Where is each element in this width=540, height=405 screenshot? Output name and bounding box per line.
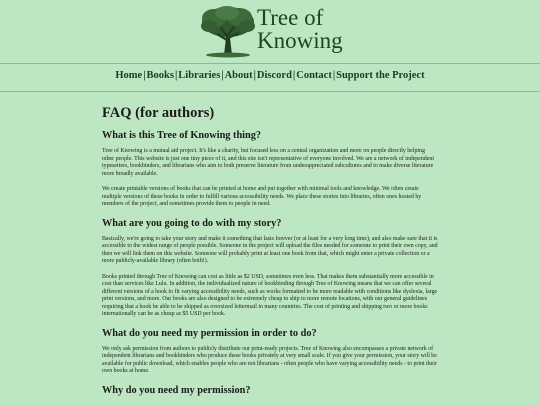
page-title: FAQ (for authors) xyxy=(102,105,215,121)
faq-answer-paragraph: Tree of Knowing is a mutual aid project. It's like a charity, but focused less on a central organization and more on people directly helping other people. This website is just one tiny piece of it, and this site isn't representative of everyone involved. We are a network of independent typesetters, bookbinders, and librarians who aim to both preserve literature from underappreciated subcultures and to make diverse literature more broadly available. xyxy=(102,148,434,177)
nav-separator: | xyxy=(174,70,178,81)
nav-contact-link[interactable]: Contact xyxy=(296,70,332,81)
nav-home-link[interactable]: Home xyxy=(115,70,143,81)
faq-answer-paragraph: Books printed through Tree of Knowing can cost as little as $2 USD, sometimes even less. That makes them substantially more accessible in cost than services like Lulu. In addition, the individualized nature of bookbinding through Tree of Knowing means that we can offer several different versions of a book to fit varying accessibility needs, such as works formatted to be more readable with conditions like dyslexia, large print versions, and more. Our books are also designed to be extremely cheap to ship to more remote locations, with our general guidelines requiring that a book be able to be shipped as oversized lettermail in many countries. The cost of printing and shipping two or more books internationally can be as cheap as $5 USD per book. xyxy=(102,273,438,317)
main-nav xyxy=(0,70,540,86)
faq-question-heading: What is this Tree of Knowing thing? xyxy=(102,130,262,141)
nav-separator: | xyxy=(292,70,296,81)
site-title-line2: Knowing xyxy=(257,28,343,53)
nav-books-link[interactable]: Books xyxy=(146,70,174,81)
site-title xyxy=(257,6,343,52)
site-logo-link[interactable] xyxy=(199,4,341,58)
faq-answer-paragraph: Basically, we're going to take your story and make it something that lasts forever (or at least for a very long time), and also make sure that it is accessible to the widest range of people possible. Someone in the project will upload the files needed for someone to print their own copy, and then we will link them on this website. Someone will probably print at least one book from that, which might enter a private collection or a more publicly-available library (often both!). xyxy=(102,235,438,264)
nav-discord-link[interactable]: Discord xyxy=(256,70,292,81)
faq-question-heading: What do you need my permission in order to do? xyxy=(102,327,317,339)
faq-question-heading: What are you going to do with my story? xyxy=(102,217,282,229)
nav-separator: | xyxy=(253,70,256,81)
nav-about-link[interactable]: About xyxy=(224,70,253,81)
nav-libraries-link[interactable]: Libraries xyxy=(178,70,221,81)
site-title-line1: Tree of xyxy=(257,5,324,30)
tree-icon xyxy=(199,4,257,58)
header-divider-bottom xyxy=(0,91,540,92)
header-divider-top xyxy=(0,63,540,64)
site-header xyxy=(0,0,540,62)
faq-answer-paragraph: We create printable versions of books that can be printed at home and put together with minimal tools and knowledge. We often create multiple versions of these books in order to fulfill various accessibility needs. We place these stories into libraries, often ones hosted by members of the project, and sometimes provide them to people in need. xyxy=(102,186,422,207)
nav-separator: | xyxy=(143,70,146,81)
faq-answer-paragraph: We only ask permission from authors to publicly distribute our print-ready projects. Tree of Knowing also encompasses a private network of independent librarians and bookbinders who produce these books privately at very small scale. If you give your permission, your story will be available for public download, which enables people who are not librarians - often people who have varying accessibility needs - to print their own books at home. xyxy=(102,345,437,374)
nav-support-link[interactable]: Support the Project xyxy=(336,70,425,81)
nav-separator: | xyxy=(221,70,224,81)
faq-question-heading: Why do you need my permission? xyxy=(102,384,251,396)
faq-content xyxy=(102,104,438,403)
nav-separator: | xyxy=(332,70,336,81)
